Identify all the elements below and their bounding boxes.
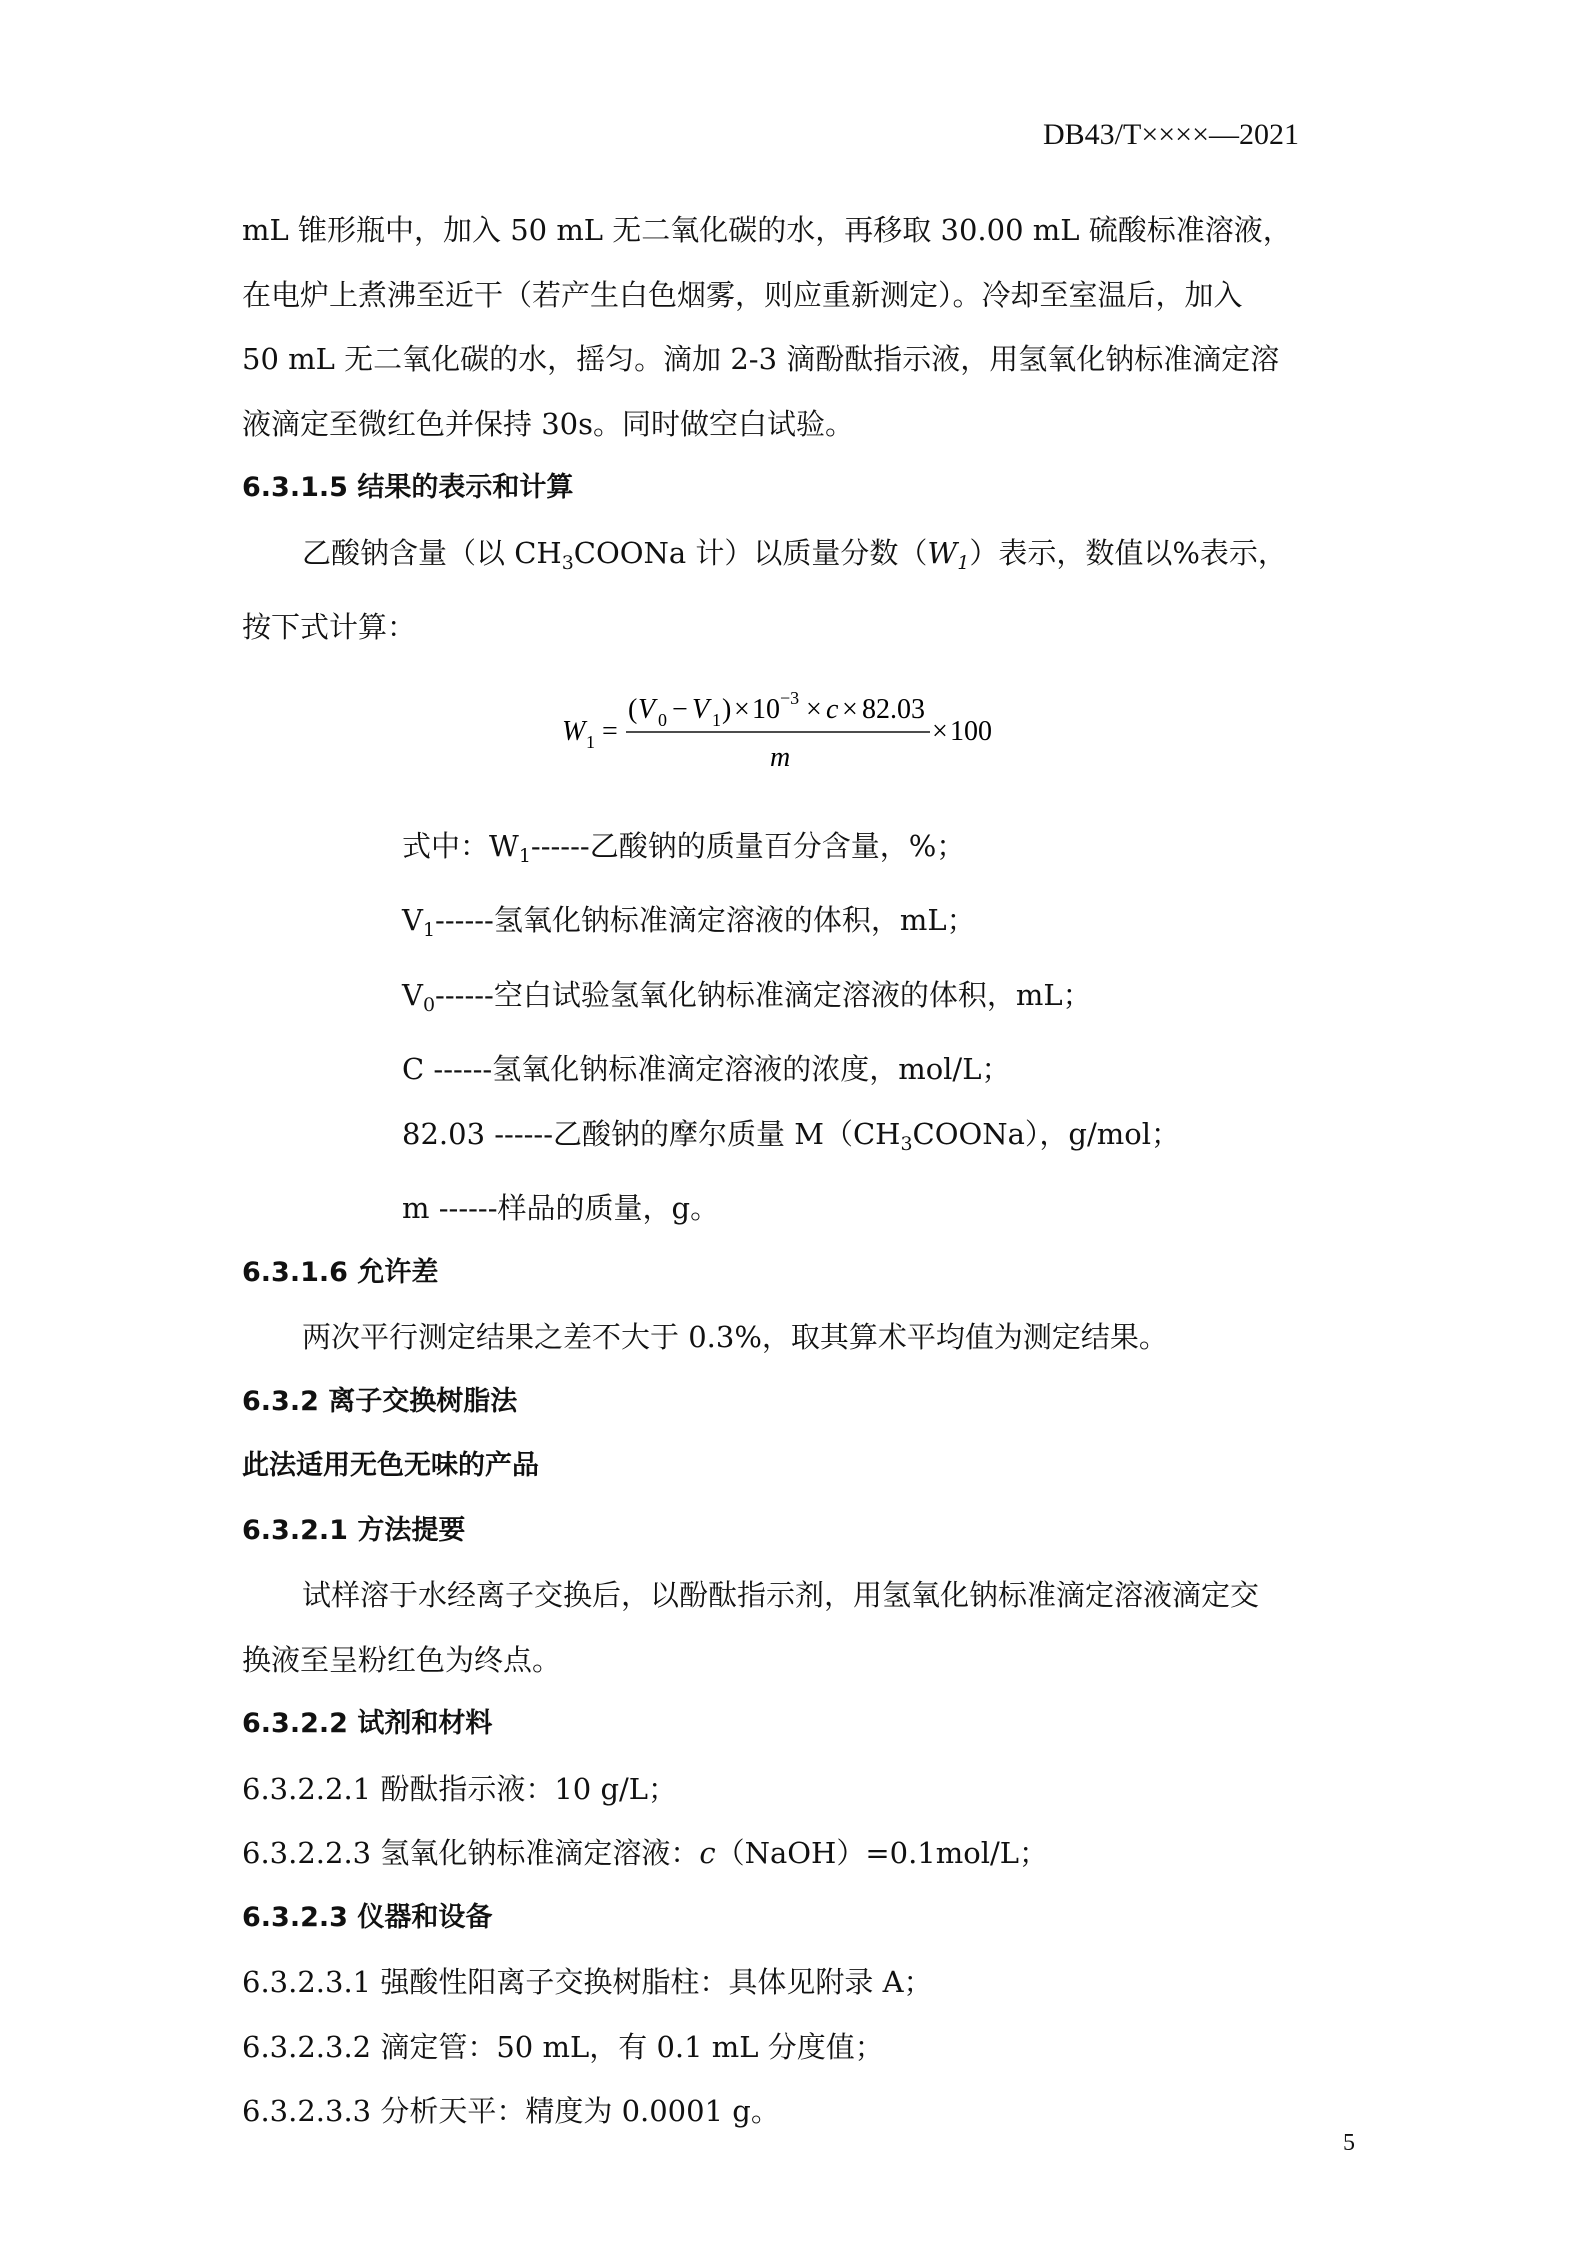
definition-v0: [242, 963, 1352, 1038]
equipment-item: 6.3.2.3.1 强酸性阳离子交换树脂柱：具体见附录 A；: [242, 1965, 933, 1999]
definition-text: ------空白试验氢氧化钠标准滴定溶液的体积，mL；: [435, 977, 1092, 1012]
formula-lhs-sub: 1: [586, 731, 595, 752]
formula-times-3: ×: [842, 693, 858, 725]
calc-w-subscript: 1: [957, 551, 970, 574]
paragraph-line: 50 mL 无二氧化碳的水，摇匀。滴加 2-3 滴酚酞指示液，用氢氧化钠标准滴定溶: [242, 342, 1280, 376]
method-text-cont: 换液至呈粉红色为终点。: [242, 1642, 562, 1677]
calculation-intro-cont: 按下式计算：: [242, 610, 417, 644]
formula-times-2: ×: [806, 693, 822, 725]
page-number: 5: [1343, 2130, 1355, 2156]
formula-v1: V: [692, 693, 710, 725]
equipment-item: 6.3.2.3.2 滴定管：50 mL，有 0.1 mL 分度值；: [242, 2029, 884, 2064]
formula-times-4: ×: [932, 715, 948, 747]
section-heading-6-3-1-6: 6.3.1.6 允许差: [242, 1256, 439, 1288]
definition-v1: [242, 888, 1352, 963]
formula-v1-sub: 1: [712, 709, 721, 730]
formula-svg: [560, 678, 992, 786]
calc-text-a: 乙酸钠含量（以 CH: [302, 535, 562, 570]
section-heading-6-3-2-1: 6.3.2.1 方法提要: [242, 1514, 466, 1546]
reagent-text: （NaOH）=0.1mol/L；: [715, 1836, 1049, 1870]
equipment-item: 6.3.2.3.3 分析天平：精度为 0.0001 g。: [242, 2094, 780, 2128]
document-body: [242, 198, 1352, 2144]
paragraph-line: 在电炉上煮沸至近干（若产生白色烟雾，则应重新测定）。冷却至室温后，加入: [242, 277, 1243, 312]
formula-denominator: m: [770, 741, 791, 773]
definition-subscript: 3: [900, 1132, 913, 1155]
calc-text-c: ）表示，数值以%表示，: [969, 535, 1287, 570]
reagent-symbol: c: [699, 1836, 716, 1870]
section-heading-6-3-2: 6.3.2 离子交换树脂法: [242, 1385, 518, 1417]
definition-text: V: [402, 977, 423, 1012]
tolerance-text: 两次平行测定结果之差不大于 0.3%，取其算术平均值为测定结果。: [302, 1320, 1168, 1354]
definition-text: ------乙酸钠的质量百分含量，%；: [530, 828, 966, 863]
definition-subscript: 0: [422, 993, 436, 1016]
calculation-intro: [242, 521, 1352, 596]
calc-subscript: 3: [561, 551, 574, 574]
formula-equals: =: [602, 715, 618, 747]
formula-times-1: ×: [734, 693, 750, 725]
formula-lhs: W: [562, 715, 586, 747]
definition-molar-mass: [242, 1102, 1352, 1177]
definition-w1: [242, 814, 1352, 889]
calc-w-symbol: W: [927, 535, 958, 570]
formula-hundred: 100: [950, 715, 992, 747]
paragraph-line: mL 锥形瓶中，加入 50 mL 无二氧化碳的水，再移取 30.00 mL 硫酸标准溶液，: [242, 213, 1292, 247]
reagent-text: 6.3.2.2.3 氢氧化钠标准滴定溶液：: [242, 1836, 700, 1870]
formula-c: c: [826, 693, 839, 725]
definition-text: ------氢氧化钠标准滴定溶液的体积，mL；: [435, 903, 976, 937]
definition-text: 82.03 ------乙酸钠的摩尔质量 M（CH: [402, 1116, 901, 1151]
document-code-header: DB43/T××××—2021: [1042, 118, 1299, 151]
formula-open-paren: (: [628, 693, 638, 725]
formula-v0-sub: 0: [658, 709, 667, 730]
formula-block: [242, 678, 1352, 786]
formula-molar-mass: 82.03: [862, 693, 925, 725]
paragraph-line: 液滴定至微红色并保持 30s。同时做空白试验。: [242, 406, 855, 441]
formula-exponent: −3: [780, 687, 800, 708]
definition-subscript: 1: [518, 844, 531, 867]
definition-text: V: [402, 903, 423, 937]
calc-text-b: COONa 计）以质量分数（: [573, 535, 928, 570]
reagent-item: [242, 1821, 1352, 1886]
reagent-item: 6.3.2.2.1 酚酞指示液：10 g/L；: [242, 1771, 678, 1806]
formula-v0: V: [638, 693, 656, 725]
variable-definitions: [242, 814, 1352, 1241]
definition-text: COONa），g/mol；: [912, 1116, 1181, 1151]
section-heading-6-3-1-5: 6.3.1.5 结果的表示和计算: [242, 472, 574, 503]
formula-close-paren: ): [722, 693, 732, 725]
section-heading-6-3-2-3: 6.3.2.3 仪器和设备: [242, 1901, 493, 1933]
formula-ten: 10: [752, 693, 780, 725]
definition-mass: m ------样品的质量，g。: [402, 1191, 720, 1225]
applicability-note: 此法适用无色无味的产品: [242, 1450, 539, 1481]
definition-c: C ------氢氧化钠标准滴定溶液的浓度，mol/L；: [402, 1052, 1011, 1086]
definition-text: 式中：W: [402, 828, 519, 863]
definition-subscript: 1: [422, 919, 436, 941]
method-text: 试样溶于水经离子交换后，以酚酞指示剂，用氢氧化钠标准滴定溶液滴定交: [302, 1578, 1260, 1612]
section-heading-6-3-2-2: 6.3.2.2 试剂和材料: [242, 1708, 493, 1739]
formula-minus: −: [672, 693, 688, 725]
